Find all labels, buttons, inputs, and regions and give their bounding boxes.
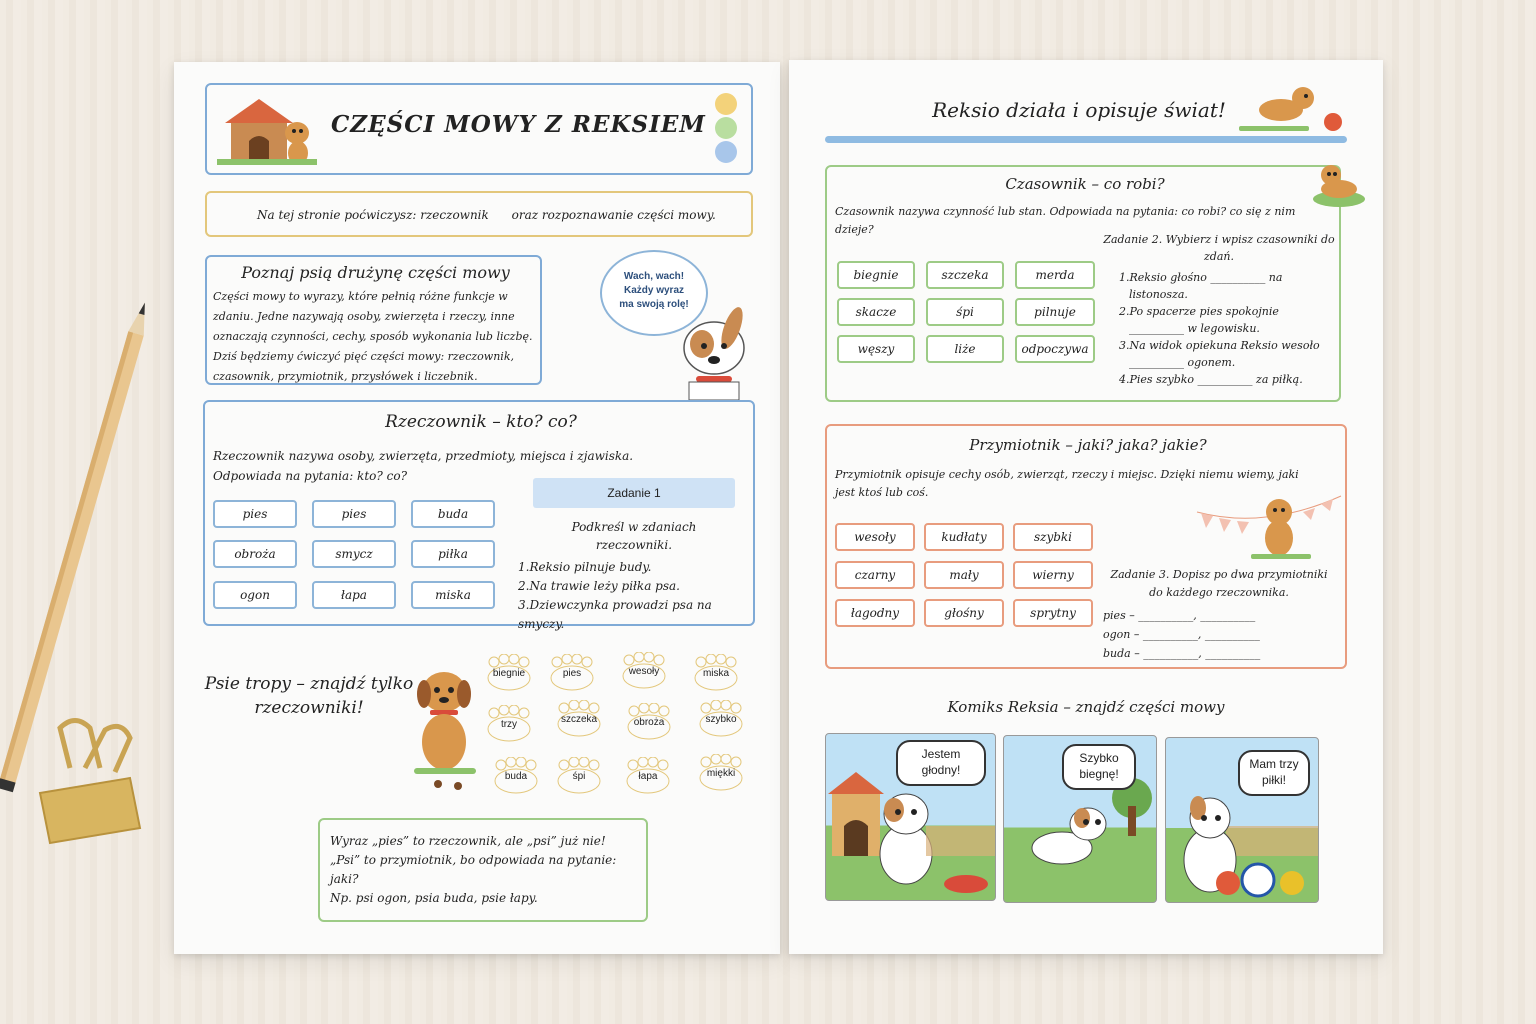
verb-heading: Czasownik – co robi? [1005, 175, 1165, 193]
binder-clip-icon [30, 708, 150, 858]
title-underline [825, 136, 1347, 143]
paw-word [547, 654, 597, 692]
word-chip: biegnie [837, 261, 915, 289]
word-chip: łagodny [835, 599, 915, 627]
noun-line: Odpowiada na pytania: kto? co? [213, 469, 407, 483]
task-line: Zadanie 2. Wybierz i wpisz czasowniki do [1103, 233, 1335, 246]
paw-word [696, 700, 746, 738]
word-chip: liże [926, 335, 1004, 363]
noun-box [203, 400, 755, 631]
note-line: Np. psi ogon, psia buda, psie łapy. [330, 891, 538, 905]
adjective-rows [1103, 606, 1260, 663]
paw-label: śpi [572, 770, 586, 782]
word-chip: wesoły [835, 523, 915, 551]
bubble-line: Wach, wach! [623, 271, 685, 282]
team-line: oznaczają czynności, cechy, sposób wykonania lub liczbę. [213, 330, 533, 343]
dog-bunting-icon [1195, 490, 1343, 560]
intro-text: Na tej stronie poćwiczysz: rzeczownik oraz rozpoznawanie części mowy. [257, 208, 716, 222]
noun-heading: Rzeczownik – kto? co? [385, 412, 577, 432]
task-sentences [518, 558, 753, 634]
word-chip: smycz [312, 540, 396, 568]
sentence: 1.Reksio pilnuje budy. [518, 560, 652, 574]
task-line: Zadanie 3. Dopisz po dwa przymiotniki [1110, 568, 1328, 581]
task-line: do każdego rzeczownika. [1149, 586, 1289, 599]
adjective-line: jest ktoś lub coś. [835, 486, 929, 499]
comic-panel [1003, 735, 1157, 903]
word-chip: piłka [411, 540, 495, 568]
paw-label: wesoły [628, 665, 660, 677]
doghouse-dog-icon [217, 93, 317, 169]
word-chip: szczeka [926, 261, 1004, 289]
sitting-dog-icon [410, 664, 480, 794]
paw-word [491, 757, 541, 795]
team-box [205, 255, 542, 385]
sentence: listonosza. [1129, 288, 1188, 301]
bubble-line: Każdy wyraz [623, 285, 685, 296]
intro-box [205, 191, 753, 237]
word-chip: pies [213, 500, 297, 528]
paw-label: trzy [500, 718, 518, 730]
word-chip: śpi [926, 298, 1004, 326]
paw-label: miękki [706, 767, 736, 779]
sentence: __________ ogonem. [1129, 356, 1236, 369]
answer-row: buda – __________, __________ [1103, 647, 1261, 660]
task-line: zdań. [1204, 250, 1234, 263]
paw-word [484, 654, 534, 692]
adjective-box [825, 424, 1347, 669]
paw-word [691, 654, 741, 692]
paw-label: obroża [633, 716, 665, 728]
word-chip: skacze [837, 298, 915, 326]
word-chip: pies [312, 500, 396, 528]
note-line: jaki? [330, 872, 359, 886]
task-label: Zadanie 1 [533, 478, 735, 508]
sentence: __________ w legowisku. [1129, 322, 1260, 335]
running-dog-ball-icon [1237, 78, 1347, 134]
speech-bubble: Mam trzy piłki! [1238, 750, 1310, 796]
comic-panel [1165, 737, 1319, 903]
paw-word [696, 754, 746, 792]
team-line: zdaniu. Jedne nazywają osoby, zwierzęta i rzeczy, inne [213, 310, 515, 323]
paw-word [484, 705, 534, 743]
word-chip: merda [1015, 261, 1095, 289]
noun-line: Rzeczownik nazywa osoby, zwierzęta, przedmioty, miejsca i zjawiska. [213, 449, 634, 463]
note-line: Wyraz „pies” to rzeczownik, ale „psi” już nie! [330, 834, 606, 848]
team-line: czasownik, przymiotnik, przysłówek i liczebnik. [213, 370, 478, 383]
dog-peeking-icon [674, 290, 754, 400]
team-heading: Poznaj psią drużynę części mowy [241, 263, 510, 282]
sentence: 3.Dziewczynka prowadzi psa na smyczy. [518, 598, 712, 631]
word-chip: mały [924, 561, 1004, 589]
sentence: 3.Na widok opiekuna Reksio wesoło [1119, 339, 1320, 352]
team-text [213, 287, 533, 387]
page-title: CZĘŚCI MOWY Z REKSIEM [331, 111, 706, 138]
verb-line: Czasownik nazywa czynność lub stan. Odpowiada na pytania: co robi? co się z nim [835, 205, 1296, 218]
tracks-heading [204, 672, 414, 720]
bubble-line: ma swoją rolę! [619, 299, 689, 310]
lying-dog-icon [1311, 155, 1367, 209]
word-chip: ogon [213, 581, 297, 609]
paw-label: szybko [705, 713, 737, 725]
word-chip: pilnuje [1015, 298, 1095, 326]
word-chip: sprytny [1013, 599, 1093, 627]
word-chip: obroża [213, 540, 297, 568]
team-line: Dziś będziemy ćwiczyć pięć części mowy: rzeczownik, [213, 350, 514, 363]
paw-word [554, 700, 604, 738]
sentence: 4.Pies szybko __________ za piłką. [1119, 373, 1303, 386]
tracks-heading-line: Psie tropy – znajdź tylko [204, 674, 414, 694]
verb-task [1103, 231, 1335, 265]
word-chip: czarny [835, 561, 915, 589]
paw-badge-icon [715, 93, 737, 115]
verb-box [825, 165, 1341, 402]
paw-label: miska [702, 667, 730, 679]
verb-sentences [1119, 269, 1320, 388]
adjective-heading: Przymiotnik – jaki? jaka? jakie? [969, 436, 1207, 454]
word-chip: łapa [312, 581, 396, 609]
paw-word [619, 652, 669, 690]
speech-bubble: Szybko biegnę! [1062, 744, 1136, 790]
word-chip: wierny [1013, 561, 1093, 589]
word-chip: miska [411, 581, 495, 609]
sentence: 1.Reksio głośno __________ na [1119, 271, 1283, 284]
paw-label: szczeka [560, 713, 598, 725]
paw-word [623, 757, 673, 795]
bowl-badge-icon [715, 141, 737, 163]
right-worksheet [789, 60, 1383, 954]
adjective-line: Przymiotnik opisuje cechy osób, zwierząt, rzeczy i miejsc. Dzięki niemu wiemy, jaki [835, 468, 1299, 481]
paw-word [554, 757, 604, 795]
answer-row: pies – __________, __________ [1103, 609, 1256, 622]
word-chip: buda [411, 500, 495, 528]
speech-bubble: Jestem głodny! [896, 740, 986, 786]
paw-word [624, 703, 674, 741]
verb-line: dzieje? [835, 223, 874, 236]
sentence: 2.Po spacerze pies spokojnie [1119, 305, 1279, 318]
word-chip: szybki [1013, 523, 1093, 551]
left-worksheet [174, 62, 780, 954]
paw-label: pies [562, 667, 582, 679]
paw-label: biegnie [492, 667, 526, 679]
comic-panel [825, 733, 996, 901]
task-instruction: Podkreśl w zdaniach rzeczowniki. [571, 520, 697, 552]
tracks-heading-line: rzeczowniki! [254, 698, 364, 718]
word-chip: kudłaty [924, 523, 1004, 551]
bone-badge-icon [715, 117, 737, 139]
team-line: Części mowy to wyrazy, które pełnią różne funkcje w [213, 290, 508, 303]
word-chip: odpoczywa [1015, 335, 1095, 363]
adjective-task [1099, 566, 1339, 602]
note-text [330, 832, 616, 908]
word-chip: głośny [924, 599, 1004, 627]
paw-label: buda [504, 770, 528, 782]
page-title: Reksio działa i opisuje świat! [932, 98, 1226, 122]
sentence: 2.Na trawie leży piłka psa. [518, 579, 680, 593]
note-line: „Psi” to przymiotnik, bo odpowiada na pytanie: [330, 853, 617, 867]
answer-row: ogon – __________, __________ [1103, 628, 1260, 641]
paw-label: łapa [638, 770, 658, 782]
note-box [318, 818, 648, 922]
title-banner [205, 83, 753, 175]
word-chip: węszy [837, 335, 915, 363]
comic-heading: Komiks Reksia – znajdź części mowy [947, 698, 1225, 716]
